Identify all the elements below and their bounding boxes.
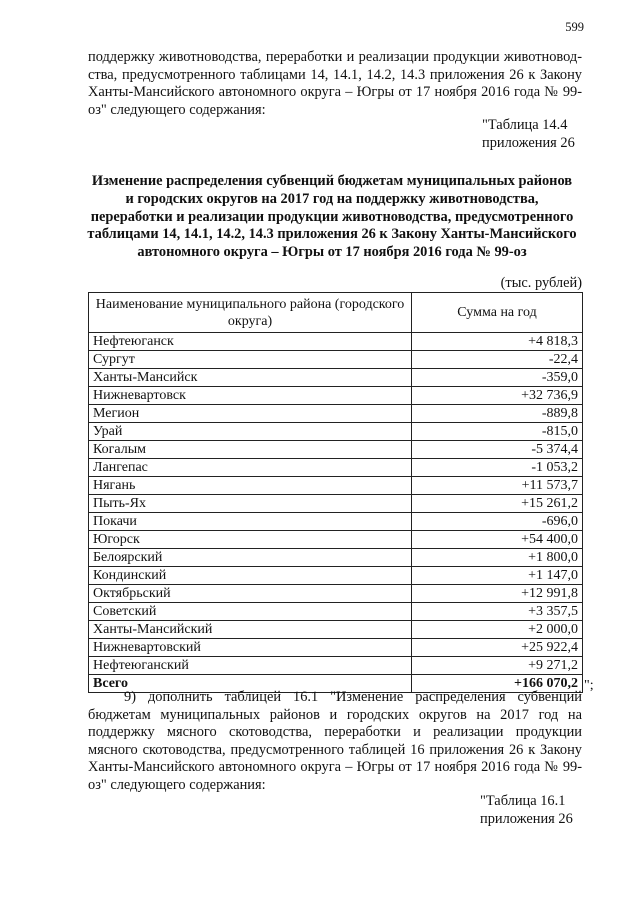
table-header-row xyxy=(89,293,583,333)
district-name-cell: Белоярский xyxy=(89,549,412,567)
closing-quote-mark: "; xyxy=(584,678,594,693)
table-row xyxy=(89,333,583,351)
annual-sum-cell: -815,0 xyxy=(412,423,583,441)
bottom-paragraph xyxy=(88,689,582,795)
district-name-cell: Лангепас xyxy=(89,459,412,477)
table-row xyxy=(89,405,583,423)
annual-sum-cell: +11 573,7 xyxy=(412,477,583,495)
title-line: переработки и реализации продукции животноводства, предусмотренного xyxy=(90,208,574,225)
annual-sum-cell: +1 800,0 xyxy=(412,549,583,567)
table-body xyxy=(89,333,583,693)
annual-sum-cell: +2 000,0 xyxy=(412,621,583,639)
district-name-cell: Кондинский xyxy=(89,567,412,585)
annual-sum-cell: +3 357,5 xyxy=(412,603,583,621)
table-row xyxy=(89,459,583,477)
district-name-cell: Нягань xyxy=(89,477,412,495)
title-line: Изменение распределения субвенций бюджетам муниципальных районов xyxy=(91,173,573,189)
district-name-cell: Нижневартовск xyxy=(89,387,412,405)
table-row xyxy=(89,495,583,513)
subsidy-table xyxy=(88,292,583,693)
district-name-cell: Урай xyxy=(89,423,412,441)
table-reference-14-4 xyxy=(482,117,628,152)
district-name-cell: Ханты-Мансийский xyxy=(89,621,412,639)
title-line: автономного округа – Югры от 17 ноября 2016 года № 99-оз xyxy=(137,244,527,261)
table-reference-line: "Таблица 16.1 xyxy=(480,793,566,809)
bottom-paragraph-text: 9) дополнить таблицей 16.1 "Изменение распределения субвенций бюджетам муниципальных районов и городских округов на 2017 год на поддержку мясного скотоводства, переработки и реализации продукции мясного скотоводства, предусмотренного таблицей 16 приложения 26 к Закону Ханты-Мансийского автономного округа – Югры от 17 ноября 2016 года № 99-оз" следующего содержания: xyxy=(88,689,582,793)
table-row xyxy=(89,387,583,405)
annual-sum-cell: +4 818,3 xyxy=(412,333,583,351)
district-name-cell: Нижневартовский xyxy=(89,639,412,657)
table-title xyxy=(82,173,582,262)
annual-sum-cell: -1 053,2 xyxy=(412,459,583,477)
annual-sum-cell: +32 736,9 xyxy=(412,387,583,405)
total-sum-cell: +166 070,2 xyxy=(412,675,583,693)
intro-paragraph-text: поддержку животноводства, переработки и реализации продукции животновод-ства, предусмотренного таблицами 14, 14.1, 14.2, 14.3 приложения 26 к Закону Ханты-Мансийского автономного округа – Югры от 17 ноября 2016 года № 99-оз" следующего содержания: xyxy=(88,49,582,118)
district-name-cell: Нефтеюганский xyxy=(89,657,412,675)
district-name-cell: Сургут xyxy=(89,351,412,369)
annual-sum-cell: +15 261,2 xyxy=(412,495,583,513)
table-row xyxy=(89,639,583,657)
district-name-cell: Югорск xyxy=(89,531,412,549)
table-row xyxy=(89,477,583,495)
district-name-cell: Когалым xyxy=(89,441,412,459)
district-name-cell: Пыть-Ях xyxy=(89,495,412,513)
table-row xyxy=(89,351,583,369)
table-row xyxy=(89,603,583,621)
table-row xyxy=(89,567,583,585)
annual-sum-cell: -359,0 xyxy=(412,369,583,387)
annual-sum-cell: +25 922,4 xyxy=(412,639,583,657)
annual-sum-cell: +54 400,0 xyxy=(412,531,583,549)
district-name-cell: Ханты-Мансийск xyxy=(89,369,412,387)
annual-sum-cell: -5 374,4 xyxy=(412,441,583,459)
annual-sum-cell: -22,4 xyxy=(412,351,583,369)
table-reference-line: приложения 26 xyxy=(482,134,575,151)
district-name-cell: Нефтеюганск xyxy=(89,333,412,351)
table-row xyxy=(89,549,583,567)
intro-paragraph xyxy=(88,49,582,119)
table-row xyxy=(89,531,583,549)
annual-sum-cell: +9 271,2 xyxy=(412,657,583,675)
table-row xyxy=(89,513,583,531)
district-name-cell: Октябрьский xyxy=(89,585,412,603)
header-annual-sum: Сумма на год xyxy=(412,293,583,333)
district-name-cell: Советский xyxy=(89,603,412,621)
district-name-cell: Мегион xyxy=(89,405,412,423)
total-label-cell: Всего xyxy=(89,675,412,693)
annual-sum-cell: -889,8 xyxy=(412,405,583,423)
page-number: 599 xyxy=(565,20,584,34)
table-row xyxy=(89,621,583,639)
title-line: и городских округов на 2017 год на поддержку животноводства, xyxy=(125,190,539,207)
table-reference-line: приложения 26 xyxy=(480,810,573,827)
table-row xyxy=(89,369,583,387)
table-reference-16-1 xyxy=(480,793,626,828)
units-label: (тыс. рублей) xyxy=(500,275,582,291)
district-name-cell: Покачи xyxy=(89,513,412,531)
table-reference-line: "Таблица 14.4 xyxy=(482,117,568,133)
header-district-name: Наименование муниципального района (городского округа) xyxy=(89,293,412,333)
annual-sum-cell: -696,0 xyxy=(412,513,583,531)
table-row xyxy=(89,657,583,675)
table-row xyxy=(89,423,583,441)
table-row xyxy=(89,585,583,603)
annual-sum-cell: +12 991,8 xyxy=(412,585,583,603)
table-row xyxy=(89,441,583,459)
annual-sum-cell: +1 147,0 xyxy=(412,567,583,585)
title-line: таблицами 14, 14.1, 14.2, 14.3 приложения 26 к Закону Ханты-Мансийского xyxy=(87,226,577,243)
